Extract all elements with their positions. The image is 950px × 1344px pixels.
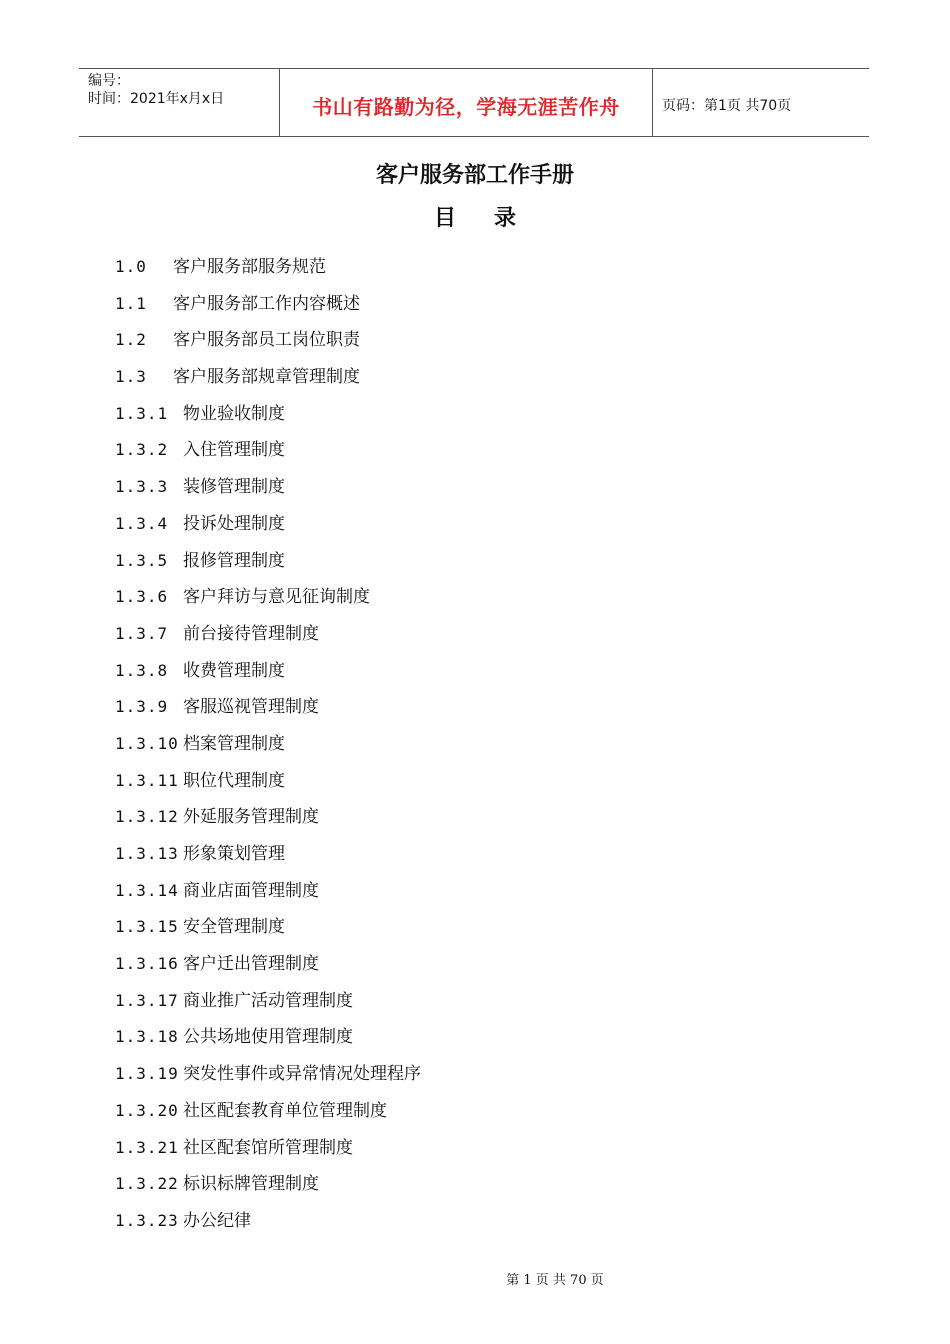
- toc-entry-title: 安全管理制度: [183, 917, 285, 938]
- toc-entry[interactable]: [115, 839, 421, 876]
- toc-entry[interactable]: [115, 619, 421, 656]
- toc-entry-number: 1.3.5: [115, 550, 169, 570]
- toc-entry[interactable]: [115, 472, 421, 509]
- toc-entry-number: 1.3.23: [115, 1210, 179, 1230]
- toc-entry-title: 装修管理制度: [183, 477, 285, 498]
- toc-entry-title: 突发性事件或异常情况处理程序: [183, 1064, 421, 1085]
- toc-entry[interactable]: [115, 876, 421, 913]
- toc-entry-number: 1.3.4: [115, 513, 169, 533]
- toc-entry-number: 1.3.3: [115, 477, 169, 497]
- toc-entry-number: 1.3.2: [115, 440, 169, 460]
- toc-entry-number: 1.3.12: [115, 807, 179, 827]
- toc-entry-title: 物业验收制度: [183, 403, 285, 424]
- toc-entry[interactable]: [115, 435, 421, 472]
- toc-entry[interactable]: [115, 766, 421, 803]
- toc-entry-number: 1.3.6: [115, 587, 169, 607]
- header-meta: [79, 69, 280, 136]
- toc-entry-number: 1.3.19: [115, 1064, 179, 1084]
- toc-entry-number: 1.3.1: [115, 403, 169, 423]
- toc-entry[interactable]: [115, 399, 421, 436]
- toc-entry[interactable]: [115, 692, 421, 729]
- toc-entry[interactable]: [115, 656, 421, 693]
- toc-entry[interactable]: [115, 582, 421, 619]
- toc-entry-number: 1.1: [115, 293, 147, 313]
- toc-entry-number: 1.3.13: [115, 844, 179, 863]
- toc-entry-number: 1.3.21: [115, 1137, 179, 1157]
- toc-entry-title: 客服巡视管理制度: [183, 697, 319, 718]
- toc-entry[interactable]: [115, 986, 421, 1023]
- table-of-contents: [115, 252, 421, 1243]
- toc-heading: 目录: [433, 205, 554, 231]
- toc-entry-number: 1.2: [115, 330, 147, 350]
- toc-entry[interactable]: [115, 802, 421, 839]
- toc-entry-number: 1.3.14: [115, 880, 179, 900]
- toc-entry[interactable]: [115, 1169, 421, 1206]
- toc-entry-title: 客户迁出管理制度: [183, 954, 319, 975]
- toc-entry[interactable]: [115, 1133, 421, 1170]
- toc-entry-number: 1.3.17: [115, 990, 179, 1010]
- toc-entry-title: 投诉处理制度: [183, 513, 285, 534]
- page-footer: 第 1 页 共 70 页: [506, 1273, 604, 1288]
- header-motto-cell: [280, 69, 653, 136]
- toc-entry-number: 1.3.18: [115, 1027, 179, 1047]
- toc-entry-number: 1.3.10: [115, 733, 179, 753]
- toc-entry-number: 1.3.22: [115, 1174, 179, 1194]
- toc-entry-title: 外延服务管理制度: [183, 807, 319, 828]
- toc-entry-title: 前台接待管理制度: [183, 623, 319, 644]
- toc-entry-number: 1.3.20: [115, 1100, 179, 1120]
- toc-entry-title: 报修管理制度: [183, 550, 285, 571]
- toc-entry-title: 商业推广活动管理制度: [183, 990, 353, 1011]
- toc-entry[interactable]: [115, 949, 421, 986]
- toc-entry[interactable]: [115, 1096, 421, 1133]
- toc-entry-number: 1.3.8: [115, 660, 169, 680]
- header-motto: 书山有路勤为径，学海无涯苦作舟: [312, 95, 620, 119]
- toc-entry[interactable]: [115, 546, 421, 583]
- toc-entry[interactable]: [115, 289, 421, 326]
- toc-entry-title: 职位代理制度: [183, 770, 285, 791]
- toc-entry[interactable]: [115, 912, 421, 949]
- toc-entry-number: 1.3.15: [115, 917, 179, 937]
- document-time: 时间：2021年x月x日: [88, 91, 225, 107]
- toc-entry-title: 客户服务部员工岗位职责: [173, 330, 360, 351]
- toc-entry-number: 1.3.11: [115, 770, 179, 790]
- header-page-info-cell: [653, 69, 869, 136]
- toc-entry[interactable]: [115, 509, 421, 546]
- toc-entry-title: 档案管理制度: [183, 733, 285, 754]
- toc-entry[interactable]: [115, 252, 421, 289]
- toc-entry-title: 商业店面管理制度: [183, 880, 319, 901]
- toc-entry-number: 1.3.9: [115, 697, 169, 717]
- toc-entry-title: 标识标牌管理制度: [183, 1174, 319, 1195]
- toc-entry[interactable]: [115, 362, 421, 399]
- toc-entry-title: 社区配套馆所管理制度: [183, 1137, 353, 1158]
- toc-entry-title: 入住管理制度: [183, 440, 285, 461]
- toc-entry-title: 形象策划管理: [183, 844, 285, 864]
- toc-entry-title: 公共场地使用管理制度: [183, 1027, 353, 1048]
- toc-entry[interactable]: [115, 1022, 421, 1059]
- toc-entry-number: 1.3.7: [115, 623, 169, 643]
- toc-entry-number: 1.3.16: [115, 954, 179, 974]
- document-number-label: 编号：: [88, 73, 130, 89]
- toc-entry-title: 客户服务部服务规范: [173, 257, 326, 277]
- toc-entry[interactable]: [115, 325, 421, 362]
- toc-entry-number: 1.3: [115, 367, 147, 387]
- toc-entry-title: 收费管理制度: [183, 660, 285, 681]
- toc-entry-title: 客户服务部规章管理制度: [173, 367, 360, 388]
- toc-entry-title: 社区配套教育单位管理制度: [183, 1100, 387, 1121]
- toc-entry-title: 客户服务部工作内容概述: [173, 293, 360, 314]
- toc-entry-title: 客户拜访与意见征询制度: [183, 587, 370, 608]
- toc-entry-number: 1.0: [115, 257, 147, 276]
- page-header: [79, 68, 869, 137]
- header-page-info: 页码：第1页 共70页: [662, 97, 792, 114]
- toc-entry[interactable]: [115, 1206, 421, 1243]
- toc-entry[interactable]: [115, 729, 421, 766]
- toc-entry-title: 办公纪律: [183, 1210, 251, 1231]
- toc-entry[interactable]: [115, 1059, 421, 1096]
- document-title: 客户服务部工作手册: [375, 162, 574, 188]
